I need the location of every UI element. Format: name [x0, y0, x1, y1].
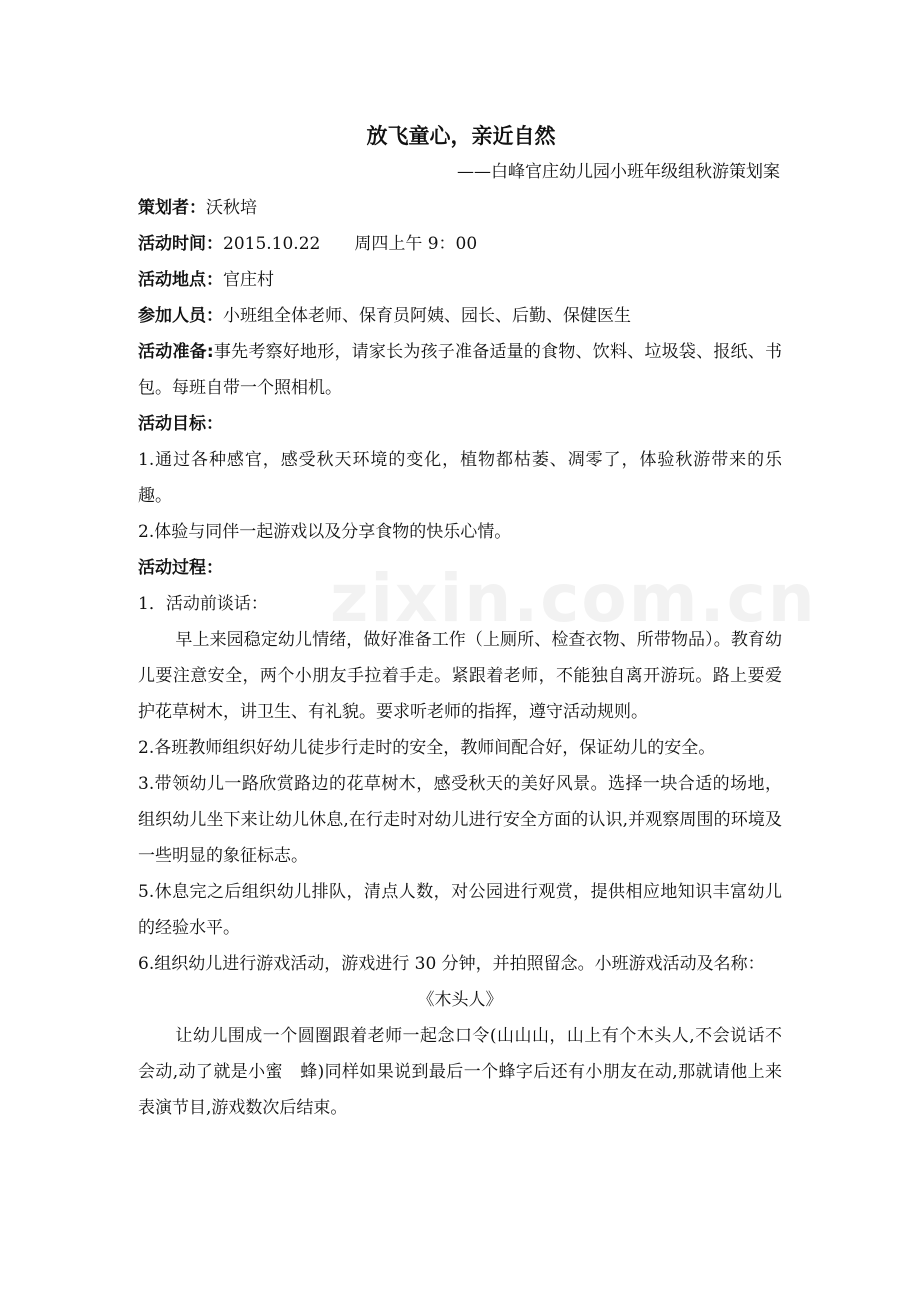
planner-value: 沃秋培 [206, 198, 257, 218]
process-step5: 5.休息完之后组织幼儿排队，清点人数，对公园进行观赏，提供相应地知识丰富幼儿的经验水平。 [138, 882, 782, 938]
time-label: 活动时间： [138, 234, 223, 254]
watermark: zixin.com.cn [330, 560, 817, 637]
planner-label: 策划者： [138, 198, 206, 218]
game-title: 《木头人》 [417, 990, 503, 1010]
process-heading: 活动过程： [138, 558, 223, 578]
process-step6: 6.组织幼儿进行游戏活动，游戏进行 30 分钟，并拍照留念。小班游戏活动及名称： [138, 954, 765, 974]
document-page [138, 118, 782, 1126]
place-value: 官庄村 [223, 270, 274, 290]
preparation-line [138, 334, 782, 406]
process-step3: 3.带领幼儿一路欣赏路边的花草树木，感受秋天的美好风景。选择一块合适的场地，组织幼儿坐下来让幼儿休息,在行走时对幼儿进行安全方面的认识,并观察周围的环境及一些明显的象征标志。 [138, 774, 782, 866]
process-step1-title: 1．活动前谈话： [138, 594, 268, 614]
participants-value: 小班组全体老师、保育员阿姨、园长、后勤、保健医生 [223, 306, 631, 326]
goals-heading: 活动目标： [138, 414, 223, 434]
place-label: 活动地点： [138, 270, 223, 290]
preparation-label: 活动准备: [138, 342, 214, 362]
time-line [138, 226, 782, 262]
document-subtitle: ——白峰官庄幼儿园小班年级组秋游策划案 [457, 162, 780, 182]
process-step2: 2.各班教师组织好幼儿徒步行走时的安全，教师间配合好，保证幼儿的安全。 [138, 738, 716, 758]
preparation-value: 事先考察好地形，请家长为孩子准备适量的食物、饮料、垃圾袋、报纸、书包。每班自带一个照相机。 [138, 342, 782, 398]
participants-label: 参加人员： [138, 306, 223, 326]
participants-line [138, 298, 782, 334]
time-value: 2015.10.22 周四上午 9：00 [223, 234, 478, 254]
game-body: 让幼儿围成一个圆圈跟着老师一起念口令(山山山，山上有个木头人,不会说话不会动,动了就是小蜜 蜂)同样如果说到最后一个蜂字后还有小朋友在动,那就请他上来表演节目,游戏数次后结束。 [138, 1026, 782, 1118]
goal-item: 1.通过各种感官，感受秋天环境的变化，植物都枯萎、凋零了，体验秋游带来的乐趣。 [138, 450, 782, 506]
document-title: 放飞童心，亲近自然 [366, 124, 556, 148]
planner-line [138, 190, 782, 226]
goal-item: 2.体验与同伴一起游戏以及分享食物的快乐心情。 [138, 522, 512, 542]
place-line [138, 262, 782, 298]
process-step1-body: 早上来园稳定幼儿情绪，做好准备工作（上厕所、检查衣物、所带物品）。教育幼儿要注意安全，两个小朋友手拉着手走。紧跟着老师，不能独自离开游玩。路上要爱护花草树木，讲卫生、有礼貌。要求听老师的指挥，遵守活动规则。 [138, 630, 782, 722]
